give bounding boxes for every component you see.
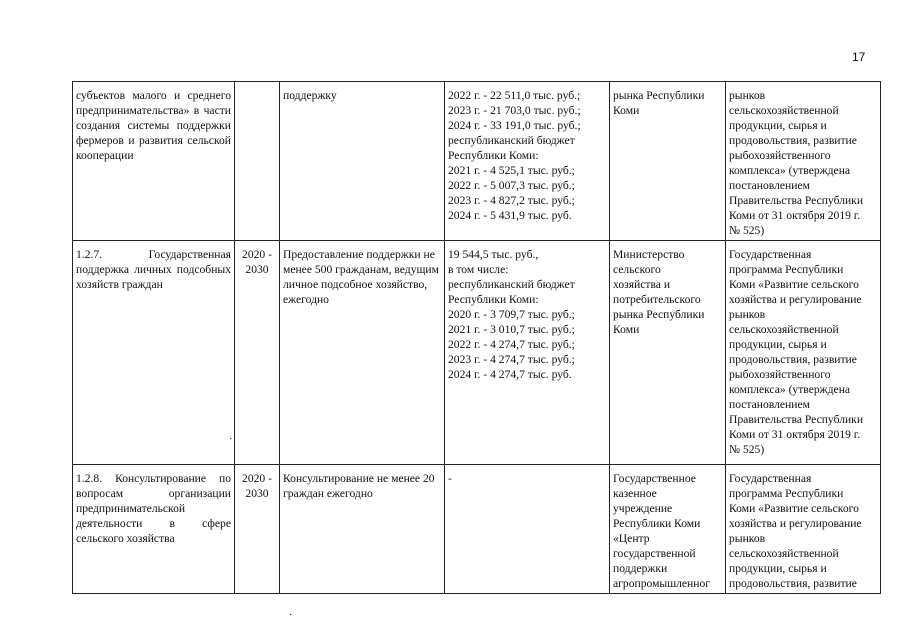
program-line: постановлением <box>729 398 810 411</box>
funding-line: 2022 г. - 22 511,0 тыс. руб.; <box>448 89 581 102</box>
program-line: рынков <box>729 532 766 545</box>
responsible-line: хозяйства и <box>613 278 671 291</box>
indicator-cell: поддержку <box>280 82 445 241</box>
measure-cell: 1.2.7. Государственная поддержка личных подсобных хозяйств граждан <box>73 241 235 465</box>
responsible-line: казенное <box>613 487 657 500</box>
program-line: Государственная <box>729 248 812 261</box>
funding-cell <box>445 82 610 241</box>
program-line: Коми от 31 октября 2019 г. <box>729 428 861 441</box>
table-row <box>73 82 881 241</box>
funding-line: 2023 г. - 4 827,2 тыс. руб.; <box>448 194 575 207</box>
program-line: рынков <box>729 308 766 321</box>
program-line: продукции, сырья и <box>729 119 827 132</box>
program-line: рыбохозяйственного <box>729 149 831 162</box>
table-row <box>73 465 881 594</box>
indicator-cell: Консультирование не менее 20 граждан ежегодно <box>280 465 445 594</box>
page-number: 17 <box>852 50 866 64</box>
scan-speck: · <box>229 434 233 445</box>
program-line: постановлением <box>729 179 810 192</box>
funding-line: - <box>448 472 452 485</box>
funding-cell <box>445 241 610 465</box>
funding-line: 2021 г. - 3 010,7 тыс. руб.; <box>448 323 575 336</box>
funding-line: Республики Коми: <box>448 293 539 306</box>
program-line: Государственная <box>729 472 812 485</box>
funding-line: 2024 г. - 33 191,0 тыс. руб.; <box>448 119 581 132</box>
program-line: продовольствия, развитие <box>729 134 857 147</box>
program-line: Правительства Республики <box>729 413 864 426</box>
program-line: продовольствия, развитие <box>729 577 857 590</box>
measure-cell: субъектов малого и среднего предпринимательства» в части создания системы поддержки фермеров и развития сельской кооперации <box>73 82 235 241</box>
table-row <box>73 241 881 465</box>
responsible-cell <box>610 465 726 594</box>
funding-line: 2023 г. - 4 274,7 тыс. руб.; <box>448 353 575 366</box>
responsible-line: Коми <box>613 323 640 336</box>
program-line: хозяйства и регулирование <box>729 293 862 306</box>
responsible-line: Республики Коми <box>613 517 701 530</box>
responsible-line: поддержки <box>613 562 668 575</box>
period-cell: 2020 - 2030 <box>235 465 280 594</box>
funding-line: 2020 г. - 3 709,7 тыс. руб.; <box>448 308 575 321</box>
responsible-line: Государственное <box>613 472 696 485</box>
program-line: № 525) <box>729 224 765 237</box>
responsible-line: потребительского <box>613 293 701 306</box>
responsible-line: государственной <box>613 547 696 560</box>
funding-line: 2022 г. - 4 274,7 тыс. руб.; <box>448 338 575 351</box>
program-line: комплекса» (утверждена <box>729 383 851 396</box>
funding-line: 2024 г. - 4 274,7 тыс. руб. <box>448 368 572 381</box>
program-line: Правительства Республики <box>729 194 864 207</box>
program-line: продукции, сырья и <box>729 562 827 575</box>
responsible-line: Министерство <box>613 248 685 261</box>
period-cell: 2020 - 2030 <box>235 241 280 465</box>
period-cell <box>235 82 280 241</box>
program-line: сельскохозяйственной <box>729 323 839 336</box>
program-line: программа Республики <box>729 263 844 276</box>
responsible-line: агропромышленног <box>613 577 711 590</box>
program-cell <box>726 241 881 465</box>
program-line: Коми от 31 октября 2019 г. <box>729 209 861 222</box>
program-cell <box>726 465 881 594</box>
program-line: сельскохозяйственной <box>729 104 839 117</box>
responsible-line: «Центр <box>613 532 650 545</box>
responsible-line: учреждение <box>613 502 673 515</box>
responsible-line: рынка Республики <box>613 89 705 102</box>
program-line: комплекса» (утверждена <box>729 164 851 177</box>
program-line: Коми «Развитие сельского <box>729 278 859 291</box>
program-line: продукции, сырья и <box>729 338 827 351</box>
funding-line: Республики Коми: <box>448 149 539 162</box>
funding-line: республиканский бюджет <box>448 278 575 291</box>
indicator-cell: Предоставление поддержки не менее 500 гражданам, ведущим личное подсобное хозяйство, ежегодно <box>280 241 445 465</box>
funding-line: республиканский бюджет <box>448 134 575 147</box>
responsible-line: рынка Республики <box>613 308 705 321</box>
program-line: программа Республики <box>729 487 844 500</box>
funding-line: в том числе: <box>448 263 509 276</box>
program-line: сельскохозяйственной <box>729 547 839 560</box>
program-line: рынков <box>729 89 766 102</box>
funding-line: 2024 г. - 5 431,9 тыс. руб. <box>448 209 572 222</box>
responsible-cell <box>610 241 726 465</box>
responsible-line: сельского <box>613 263 661 276</box>
funding-cell <box>445 465 610 594</box>
program-line: продовольствия, развитие <box>729 353 857 366</box>
funding-line: 19 544,5 тыс. руб., <box>448 248 539 261</box>
program-cell <box>726 82 881 241</box>
program-line: Коми «Развитие сельского <box>729 502 859 515</box>
funding-line: 2021 г. - 4 525,1 тыс. руб.; <box>448 164 575 177</box>
program-measures-table <box>72 81 881 594</box>
program-line: хозяйства и регулирование <box>729 517 862 530</box>
funding-line: 2023 г. - 21 703,0 тыс. руб.; <box>448 104 581 117</box>
program-line: рыбохозяйственного <box>729 368 831 381</box>
program-line: № 525) <box>729 443 765 456</box>
responsible-line: Коми <box>613 104 640 117</box>
responsible-cell <box>610 82 726 241</box>
scan-speck: · <box>289 610 293 621</box>
funding-line: 2022 г. - 5 007,3 тыс. руб.; <box>448 179 575 192</box>
measure-cell: 1.2.8. Консультирование по вопросам организации предпринимательской деятельности в сфере сельского хозяйства <box>73 465 235 594</box>
